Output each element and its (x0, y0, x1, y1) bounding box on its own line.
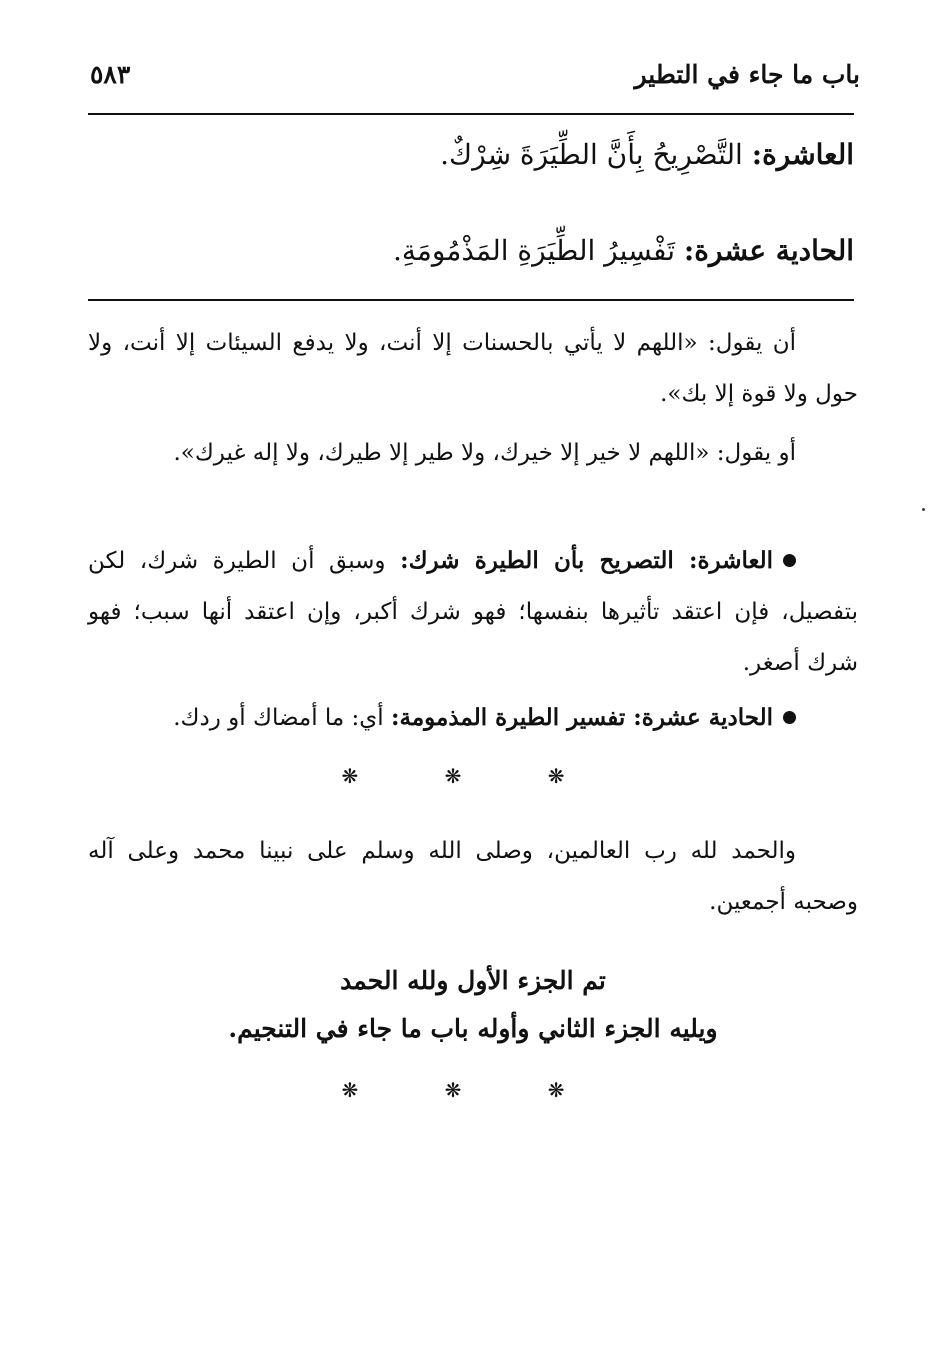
matn-line-eleventh (154, 234, 854, 267)
next-volume-note: ويليه الجزء الثاني وأوله باب ما جاء في التنجيم. (228, 1014, 718, 1043)
sharh-bullet-paragraph (88, 692, 858, 744)
matn-text: التَّصْرِيحُ بِأَنَّ الطِّيَرَةَ شِرْكٌ. (440, 138, 743, 171)
matn-label: العاشرة: (751, 138, 854, 171)
scan-speck (922, 508, 925, 511)
running-title: باب ما جاء في التطير (634, 60, 860, 89)
matn-line-tenth (154, 138, 854, 171)
matn-label: الحادية عشرة: (683, 234, 854, 267)
asterism-separator: ❋ ❋ ❋ (341, 1078, 605, 1102)
bullet-icon (783, 711, 796, 724)
matn-text: تَفْسِيرُ الطِّيَرَةِ المَذْمُومَةِ. (392, 234, 676, 267)
sharh-paragraph: أن يقول: «اللهم لا يأتي بالحسنات إلا أنت، ولا يدفع السيئات إلا أنت، ولا حول ولا قوة إلا بك». (88, 330, 858, 407)
bullet-label: الحادية عشرة: تفسير الطيرة المذمومة: (391, 704, 773, 731)
bullet-label: العاشرة: التصريح بأن الطيرة شرك: (400, 547, 773, 574)
asterism-separator: ❋ ❋ ❋ (341, 764, 605, 788)
sharh-paragraph: أو يقول: «اللهم لا خير إلا خيرك، ولا طير إلا طيرك، ولا إله غيرك». (173, 440, 796, 466)
bullet-text: أي: ما أمضاك أو ردك. (173, 705, 384, 731)
volume-end-note: تم الجزء الأول ولله الحمد (340, 966, 606, 995)
bullet-icon (783, 554, 796, 567)
closing-doxology: والحمد لله رب العالمين، وصلى الله وسلم على نبينا محمد وعلى آله وصحبه أجمعين. (88, 838, 858, 915)
sharh-bullet-paragraph (88, 535, 858, 689)
page-number: ٥٨٣ (90, 60, 131, 89)
header-rule (88, 113, 854, 115)
bullet-text: وسبق أن الطيرة شرك، لكن بتفصيل، فإن اعتقد تأثيرها بنفسها؛ فهو شرك أكبر، وإن اعتقد أنها سبب؛ فهو شرك أصغر. (88, 548, 858, 676)
matn-separator-rule (88, 299, 854, 301)
